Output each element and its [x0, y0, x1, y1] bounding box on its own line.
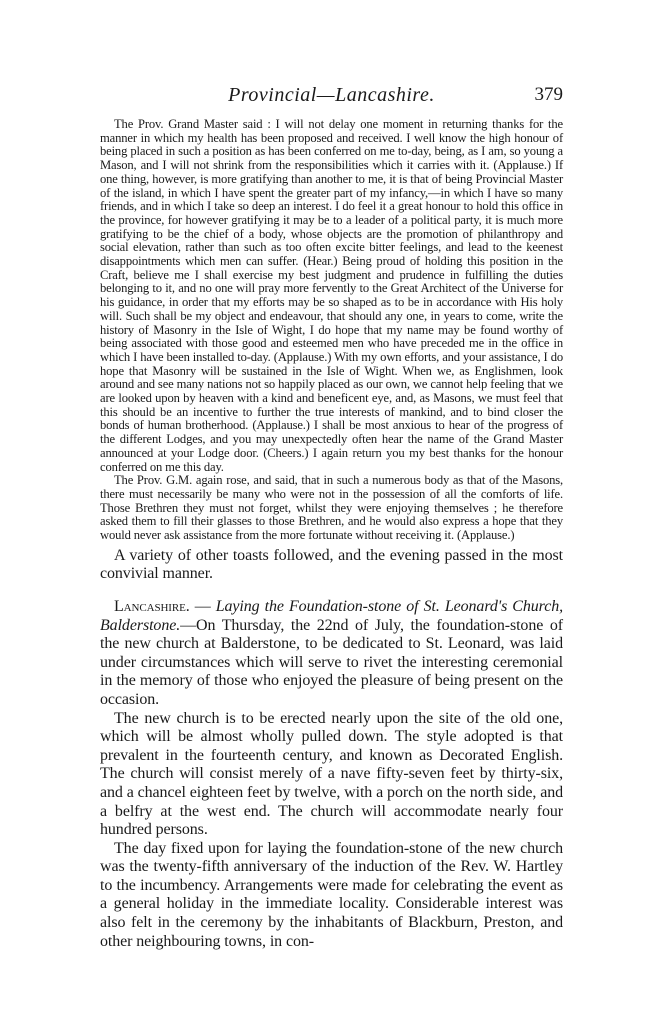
text-column [100, 118, 563, 951]
speech-paragraph: The Prov. G.M. again rose, and said, that in such a numerous body as that of the Masons, there must necessarily be many who were not in the possession of all the comforts of life. Those Brethren they must not forget, whilst they were enjoying themselves ; he therefore asked them to fill their glasses to those Brethren, and he would also express a hope that they would never ask assistance from the more fortunate without receiving it. (Applause.) [100, 473, 563, 543]
article-intro-text: On Thursday, the 22nd of July, the foundation-stone of the new church at Balderstone, to be dedicated to St. Leonard, was laid under circumstances which will serve to rivet the interesting ceremonial in the memory of those who enjoyed the pleasure of being present on the occasion. [100, 616, 563, 708]
body-paragraph: A variety of other toasts followed, and the evening passed in the most convivial manner. [100, 546, 563, 583]
section-gap [100, 584, 563, 598]
section-heading: Lancashire. [114, 597, 190, 615]
speech-paragraph: The Prov. Grand Master said : I will not delay one moment in returning thanks for the manner in which my health has been proposed and received. I well know the high honour of being placed in such a position as has been conferred on me to-day, being, as I am, so young a Mason, and I will not shrink from the responsibilities which it carries with it. (Applause.) If one thing, however, is more gratifying than another to me, it is that of being Provincial Master of the island, in which I have spent the greater part of my infancy,—in which I have so many friends, and in which I take so deep an interest. I do feel it a great honour to hold this office in the province, for however gratifying it may be to a leader of a political party, it is much more gratifying to be the chief of a body, whose objects are the promotion of philanthropy and social elevation, rather than such as too often excite bitter feelings, and lead to the keenest disappointments which men can suffer. (Hear.) Being proud of holding this position in the Craft, believe me I shall exercise my best judgment and prudence in fulfilling the duties belonging to it, and no one will pray more fervently to the Great Architect of the Universe for his guidance, in order that my efforts may be so shaped as to be in accordance with His holy will. Such shall be my object and endeavour, that should any one, in years to come, write the history of Masonry in the Isle of Wight, I do hope that my name may be found worthy of being associated with those good and esteemed men who have preceded me in the office in which I have been installed to-day. (Applause.) With my own efforts, and your assistance, I do hope that Masonry will be sustained in the Isle of Wight. When we, as Englishmen, look around and see many nations not so happily placed as our own, we cannot help feeling that we are looked upon by heaven with a kind and beneficent eye, and, as Masons, we must feel that this should be an incentive to further the true interests of mankind, and to bind closer the bonds of human brotherhood. (Applause.) I shall be most anxious to hear of the progress of the different Lodges, and you may unexpectedly often hear the name of the Grand Master announced at your Lodge door. (Cheers.) I again return you my best thanks for the honour conferred on me this day. [100, 117, 563, 474]
report-section [100, 547, 563, 951]
page-header [100, 84, 563, 110]
running-title: Provincial—Lancashire. [228, 84, 435, 106]
body-paragraph: The new church is to be erected nearly upon the site of the old one, which will be almost wholly pulled down. The style adopted is that prevalent in the fourteenth century, and known as Decorated English. The church will consist merely of a nave fifty-seven feet by thirty-six, and a chancel eighteen feet by twelve, with a porch on the north side, and a belfry at the west end. The church will accommodate nearly four hundred persons. [100, 709, 563, 839]
body-paragraph: The day fixed upon for laying the foundation-stone of the new church was the twenty-fifth anniversary of the induction of the Rev. W. Hartley to the incumbency. Arrangements were made for celebrating the event as a general holiday in the immediate locality. Considerable interest was also felt in the ceremony by the inhabitants of Blackburn, Preston, and other neighbouring towns, in con- [100, 839, 563, 950]
page-number: 379 [534, 84, 563, 105]
article-subheading: Laying the Foundation-stone of St. Leonard's Church, Balderstone. [100, 597, 564, 634]
speech-section [100, 118, 563, 543]
article-intro-paragraph: Lancashire. — Laying the Foundation-stone of St. Leonard's Church, Balderstone.—On Thursday, the 22nd of July, the foundation-stone of the new church at Balderstone, to be dedicated to St. Leonard, was laid under circumstances which will serve to rivet the interesting ceremonial in the memory of those who enjoyed the pleasure of being present on the occasion. [100, 597, 564, 708]
